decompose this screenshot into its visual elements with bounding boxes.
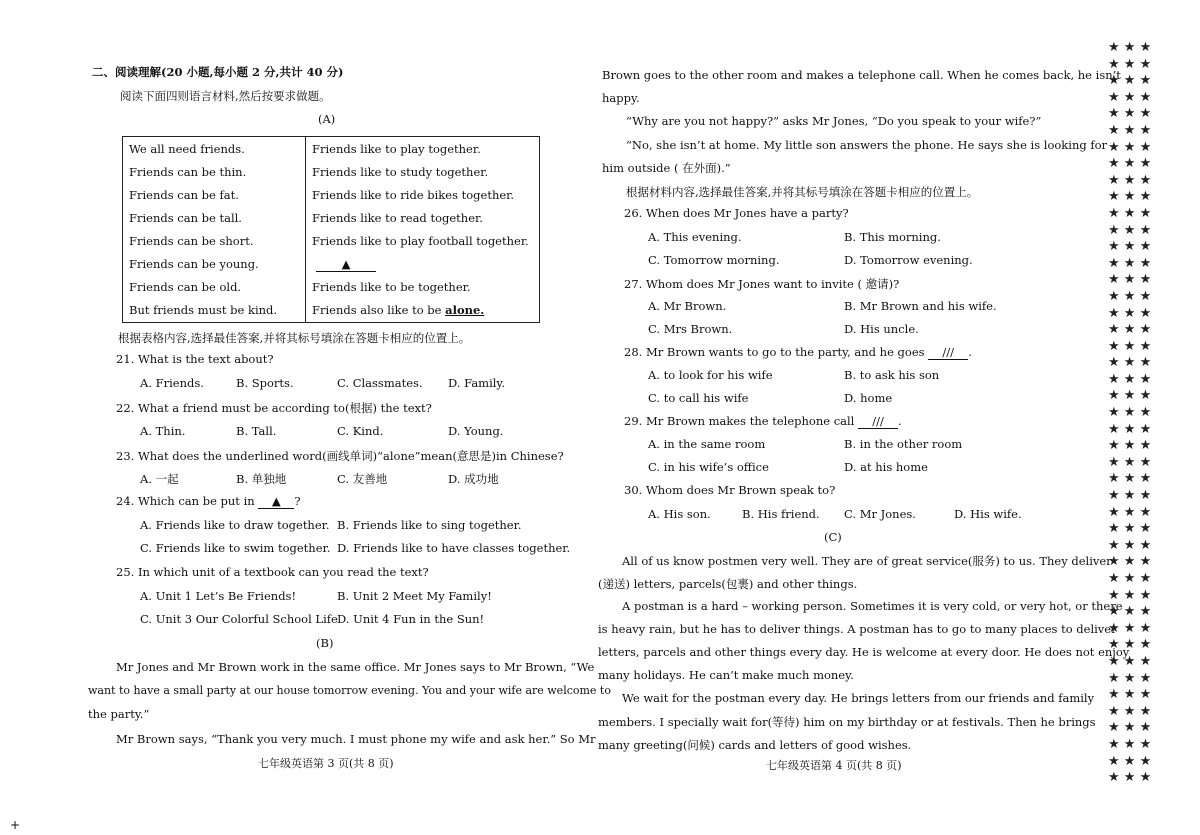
page-footer-right: 七年级英语第 4 页(共 8 页) bbox=[766, 759, 902, 772]
question-stem: 24. Which can be put in bbox=[116, 494, 255, 508]
star-row: ★ ★ ★ bbox=[1108, 504, 1152, 520]
star-row: ★ ★ ★ bbox=[1108, 571, 1152, 586]
question-21: 21. What is the text about? bbox=[116, 352, 274, 366]
passage-b-text: happy. bbox=[602, 91, 640, 105]
option[interactable]: D. Friends like to have classes together. bbox=[337, 541, 571, 555]
option[interactable]: A. Mr Brown. bbox=[648, 299, 727, 313]
table-cell-left: Friends can be old. bbox=[123, 276, 306, 299]
star-row: ★ ★ ★ bbox=[1108, 438, 1152, 454]
answer-blank: /// bbox=[858, 414, 898, 429]
star-row: ★ ★ ★ bbox=[1108, 720, 1152, 736]
question-stem-end: . bbox=[968, 345, 972, 359]
option[interactable]: D. Family. bbox=[448, 376, 506, 390]
option[interactable]: D. His uncle. bbox=[844, 322, 919, 336]
passage-c-label: (C) bbox=[824, 530, 842, 544]
question-stem-end: . bbox=[898, 414, 902, 428]
star-row: ★ ★ ★ bbox=[1108, 73, 1152, 89]
star-row: ★ ★ ★ bbox=[1108, 454, 1152, 470]
star-row: ★ ★ ★ bbox=[1108, 156, 1152, 172]
passage-b-text: “Why are you not happy?” asks Mr Jones, “Do you speak to your wife?” bbox=[626, 114, 1042, 128]
option[interactable]: C. in his wife’s office bbox=[648, 460, 769, 474]
binding-margin-stars bbox=[1108, 40, 1168, 787]
star-row: ★ ★ ★ bbox=[1108, 521, 1152, 537]
passage-b-text: him outside ( 在外面).” bbox=[602, 161, 731, 175]
question-30: 30. Whom does Mr Brown speak to? bbox=[624, 483, 836, 497]
answer-blank: /// bbox=[928, 345, 968, 360]
star-row: ★ ★ ★ bbox=[1108, 703, 1152, 719]
option[interactable]: B. in the other room bbox=[844, 437, 963, 451]
star-row: ★ ★ ★ bbox=[1108, 305, 1152, 321]
star-row: ★ ★ ★ bbox=[1108, 371, 1152, 387]
star-row: ★ ★ ★ bbox=[1108, 687, 1152, 703]
star-row: ★ ★ ★ bbox=[1108, 620, 1152, 636]
question-22: 22. What a friend must be according to(根据) the text? bbox=[116, 401, 432, 415]
passage-c-text: members. I specially wait for(等待) him on my birthday or at festivals. Then he brings bbox=[598, 715, 1096, 729]
passage-b-text: want to have a small party at our house tomorrow evening. You and your wife are welcome to bbox=[88, 684, 611, 697]
option[interactable]: A. to look for his wife bbox=[648, 368, 773, 382]
table-cell-left: Friends can be short. bbox=[123, 229, 306, 252]
question-stem-end: ? bbox=[294, 494, 301, 508]
option[interactable]: C. 友善地 bbox=[337, 472, 388, 486]
star-row: ★ ★ ★ bbox=[1108, 355, 1152, 371]
option[interactable]: D. 成功地 bbox=[448, 472, 499, 486]
option[interactable]: C. Friends like to swim together. bbox=[140, 541, 331, 555]
option[interactable]: B. Friends like to sing together. bbox=[337, 518, 522, 532]
option[interactable]: A. This evening. bbox=[648, 230, 742, 244]
option[interactable]: D. Unit 4 Fun in the Sun! bbox=[337, 612, 485, 626]
star-row: ★ ★ ★ bbox=[1108, 471, 1152, 487]
passage-c-text: (递送) letters, parcels(包裹) and other things. bbox=[598, 577, 858, 591]
passage-b-instruction: 根据材料内容,选择最佳答案,并将其标号填涂在答题卡相应的位置上。 bbox=[626, 185, 979, 199]
star-row: ★ ★ ★ bbox=[1108, 587, 1152, 603]
passage-b-text: Mr Jones and Mr Brown work in the same office. Mr Jones says to Mr Brown, “We bbox=[116, 660, 595, 674]
table-cell-left: Friends can be fat. bbox=[123, 183, 306, 206]
table-cell-right: Friends like to play together. bbox=[312, 141, 481, 156]
passage-b-text: the party.” bbox=[88, 707, 150, 721]
option[interactable]: D. home bbox=[844, 391, 893, 405]
option[interactable]: D. Tomorrow evening. bbox=[844, 253, 973, 267]
passage-b-label: (B) bbox=[316, 636, 334, 650]
table-cell-right: Friends like to ride bikes together. bbox=[312, 187, 515, 202]
passage-c-text: many greeting(问候) cards and letters of good wishes. bbox=[598, 738, 912, 752]
option[interactable]: C. Mrs Brown. bbox=[648, 322, 733, 336]
star-row: ★ ★ ★ bbox=[1108, 653, 1152, 669]
option[interactable]: B. Mr Brown and his wife. bbox=[844, 299, 997, 313]
table-cell-right: Friends like to study together. bbox=[312, 164, 489, 179]
star-row: ★ ★ ★ bbox=[1108, 288, 1152, 304]
underlined-word: alone. bbox=[445, 303, 485, 318]
table-cell-right: Friends like to play football together. bbox=[312, 233, 529, 248]
crosshair-mark: + bbox=[10, 818, 21, 832]
table-cell-left: But friends must be kind. bbox=[123, 299, 306, 323]
star-row: ★ ★ ★ bbox=[1108, 670, 1152, 686]
table-cell-right: Friends like to be together. bbox=[312, 280, 471, 295]
option[interactable]: D. His wife. bbox=[954, 507, 1022, 521]
option[interactable]: C. to call his wife bbox=[648, 391, 749, 405]
passage-b-text: Mr Brown says, “Thank you very much. I must phone my wife and ask her.” So Mr bbox=[116, 732, 596, 746]
star-row: ★ ★ ★ bbox=[1108, 753, 1152, 769]
star-row: ★ ★ ★ bbox=[1108, 56, 1152, 72]
passage-c-text: letters, parcels and other things every day. He is welcome at every door. He does not enjoy bbox=[598, 645, 1130, 659]
star-row: ★ ★ ★ bbox=[1108, 40, 1152, 55]
passage-c-text: All of us know postmen very well. They are of great service(服务) to us. They deliver bbox=[622, 554, 1112, 568]
table-cell-left: Friends can be thin. bbox=[123, 160, 306, 183]
table-cell-left: Friends can be tall. bbox=[123, 206, 306, 229]
option[interactable]: B. His friend. bbox=[742, 507, 820, 521]
option[interactable]: A. Thin. bbox=[140, 424, 186, 438]
table-cell-text: Friends also like to be bbox=[312, 303, 442, 318]
option[interactable]: C. Kind. bbox=[337, 424, 384, 438]
option[interactable]: A. 一起 bbox=[140, 472, 179, 486]
question-28 bbox=[624, 345, 972, 360]
star-row: ★ ★ ★ bbox=[1108, 388, 1152, 404]
passage-b-text: “No, she isn’t at home. My little son answers the phone. He says she is looking for bbox=[626, 138, 1108, 152]
option[interactable]: B. This morning. bbox=[844, 230, 941, 244]
star-row: ★ ★ ★ bbox=[1108, 106, 1152, 122]
option[interactable]: A. Unit 1 Let’s Be Friends! bbox=[140, 589, 297, 603]
question-27: 27. Whom does Mr Jones want to invite ( 邀请)? bbox=[624, 277, 900, 291]
star-row: ★ ★ ★ bbox=[1108, 239, 1152, 255]
option[interactable]: C. Mr Jones. bbox=[844, 507, 916, 521]
option[interactable]: B. 单独地 bbox=[236, 472, 287, 486]
table-cell-right: Friends like to read together. bbox=[312, 210, 483, 225]
star-row: ★ ★ ★ bbox=[1108, 637, 1152, 653]
question-stem: 29. Mr Brown makes the telephone call bbox=[624, 414, 855, 428]
option[interactable]: B. Tall. bbox=[236, 424, 277, 438]
star-row: ★ ★ ★ bbox=[1108, 604, 1152, 620]
answer-blank: ▲ bbox=[258, 494, 294, 509]
option[interactable]: B. Sports. bbox=[236, 376, 294, 390]
star-row: ★ ★ ★ bbox=[1108, 255, 1152, 271]
question-23: 23. What does the underlined word(画线单词)“alone”mean(意思是)in Chinese? bbox=[116, 449, 564, 463]
table-cell-left: Friends can be young. bbox=[123, 252, 306, 275]
star-row: ★ ★ ★ bbox=[1108, 122, 1152, 138]
option[interactable]: C. Unit 3 Our Colorful School Life bbox=[140, 612, 338, 626]
question-29 bbox=[624, 414, 902, 429]
option[interactable]: D. at his home bbox=[844, 460, 928, 474]
star-row: ★ ★ ★ bbox=[1108, 421, 1152, 437]
star-row: ★ ★ ★ bbox=[1108, 537, 1152, 553]
section-instruction: 阅读下面四则语言材料,然后按要求做题。 bbox=[120, 89, 331, 103]
option[interactable]: C. Classmates. bbox=[337, 376, 423, 390]
option[interactable]: C. Tomorrow morning. bbox=[648, 253, 780, 267]
table-cell-left: We all need friends. bbox=[123, 137, 306, 161]
option[interactable]: A. Friends like to draw together. bbox=[140, 518, 330, 532]
star-row: ★ ★ ★ bbox=[1108, 172, 1152, 188]
star-row: ★ ★ ★ bbox=[1108, 139, 1152, 155]
question-25: 25. In which unit of a textbook can you read the text? bbox=[116, 565, 429, 579]
option[interactable]: A. in the same room bbox=[648, 437, 766, 451]
passage-b-text: Brown goes to the other room and makes a telephone call. When he comes back, he isn’t bbox=[602, 68, 1121, 82]
question-stem: 28. Mr Brown wants to go to the party, and he goes bbox=[624, 345, 925, 359]
option[interactable]: D. Young. bbox=[448, 424, 504, 438]
option[interactable]: B. to ask his son bbox=[844, 368, 940, 382]
page-footer-left: 七年级英语第 3 页(共 8 页) bbox=[258, 757, 394, 770]
star-row: ★ ★ ★ bbox=[1108, 322, 1152, 338]
star-row: ★ ★ ★ bbox=[1108, 770, 1152, 786]
passage-c-text: We wait for the postman every day. He brings letters from our friends and family bbox=[622, 691, 1095, 705]
star-row: ★ ★ ★ bbox=[1108, 222, 1152, 238]
passage-c-text: is heavy rain, but he has to deliver things. A postman has to go to many places to deliver bbox=[598, 622, 1117, 636]
star-row: ★ ★ ★ bbox=[1108, 554, 1152, 570]
star-row: ★ ★ ★ bbox=[1108, 189, 1152, 205]
star-row: ★ ★ ★ bbox=[1108, 405, 1152, 421]
passage-c-text: A postman is a hard – working person. Sometimes it is very cold, or very hot, or there bbox=[622, 599, 1123, 613]
star-row: ★ ★ ★ bbox=[1108, 205, 1152, 221]
star-row: ★ ★ ★ bbox=[1108, 272, 1152, 288]
star-row: ★ ★ ★ bbox=[1108, 736, 1152, 752]
option[interactable]: A. Friends. bbox=[140, 376, 204, 390]
passage-c-text: many holidays. He can’t make much money. bbox=[598, 668, 854, 682]
star-row: ★ ★ ★ bbox=[1108, 338, 1152, 354]
star-row: ★ ★ ★ bbox=[1108, 89, 1152, 105]
passage-a-label: (A) bbox=[318, 112, 336, 126]
answer-blank: ▲ bbox=[316, 257, 376, 272]
section-heading: 二、阅读理解(20 小题,每小题 2 分,共计 40 分) bbox=[92, 65, 344, 79]
question-26: 26. When does Mr Jones have a party? bbox=[624, 206, 849, 220]
star-row: ★ ★ ★ bbox=[1108, 488, 1152, 504]
passage-a-instruction: 根据表格内容,选择最佳答案,并将其标号填涂在答题卡相应的位置上。 bbox=[118, 331, 471, 345]
option[interactable]: A. His son. bbox=[648, 507, 711, 521]
option[interactable]: B. Unit 2 Meet My Family! bbox=[337, 589, 492, 603]
